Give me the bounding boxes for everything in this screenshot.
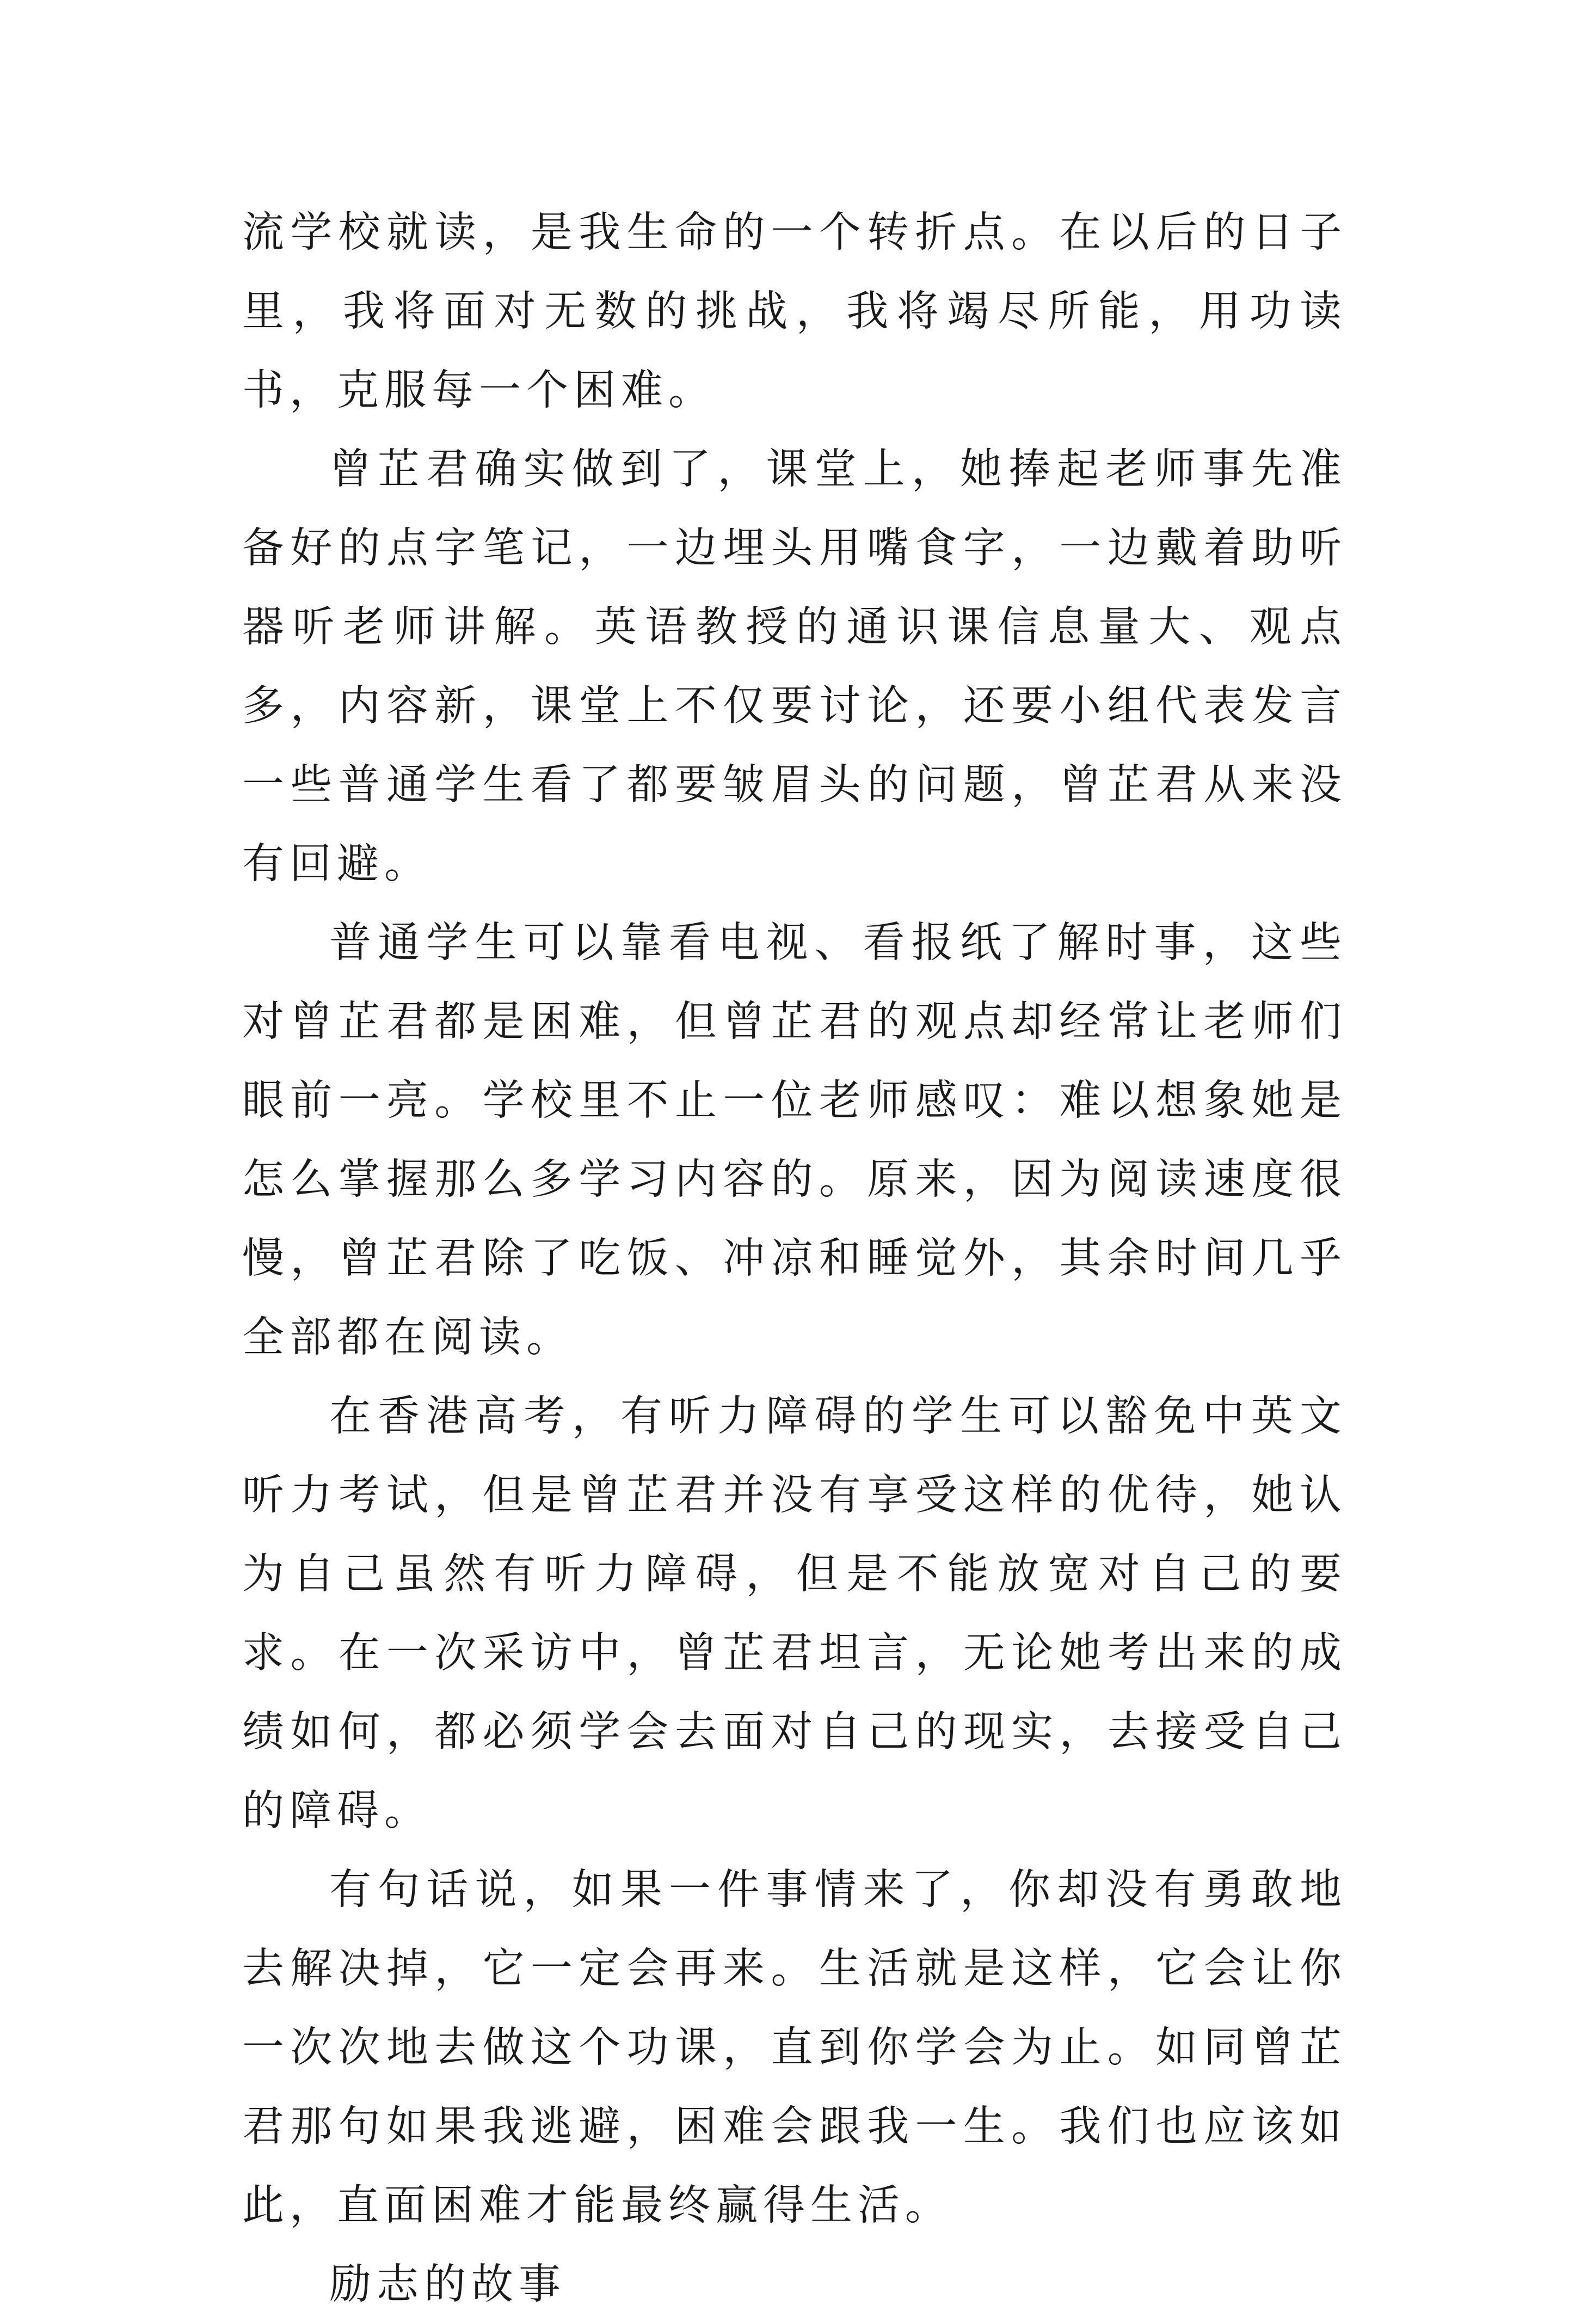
document-body bbox=[242, 193, 1347, 2324]
paragraph: 在香港高考，有听力障碍的学生可以豁免中英文听力考试，但是曾芷君并没有享受这样的优待，她认为自己虽然有听力障碍，但是不能放宽对自己的要求。在一次采访中，曾芷君坦言，无论她考出来的成绩如何，都必须学会去面对自己的现实，去接受自己的障碍。 bbox=[242, 1392, 1347, 1835]
paragraph: 有句话说，如果一件事情来了，你却没有勇敢地去解决掉，它一定会再来。生活就是这样，它会让你一次次地去做这个功课，直到你学会为止。如同曾芷君那句如果我逃避，困难会跟我一生。我们也应该如此，直面困难才能最终赢得生活。 bbox=[242, 1866, 1347, 2230]
paragraph: 曾芷君确实做到了，课堂上，她捧起老师事先准备好的点字笔记，一边埋头用嘴食字，一边戴着助听器听老师讲解。英语教授的通识课信息量大、观点多，内容新，课堂上不仅要讨论，还要小组代表发言一些普通学生看了都要皱眉头的问题，曾芷君从来没有回避。 bbox=[242, 445, 1347, 888]
paragraph: 普通学生可以靠看电视、看报纸了解时事，这些对曾芷君都是困难，但曾芷君的观点却经常让老师们眼前一亮。学校里不止一位老师感叹：难以想象她是怎么掌握那么多学习内容的。原来，因为阅读速度很慢，曾芷君除了吃饭、冲凉和睡觉外，其余时间几乎全部都在阅读。 bbox=[242, 919, 1347, 1362]
paragraph-continued: 流学校就读，是我生命的一个转折点。在以后的日子里，我将面对无数的挑战，我将竭尽所能，用功读书，克服每一个困难。 bbox=[242, 208, 1347, 415]
section-heading: 励志的故事 bbox=[329, 2260, 566, 2309]
